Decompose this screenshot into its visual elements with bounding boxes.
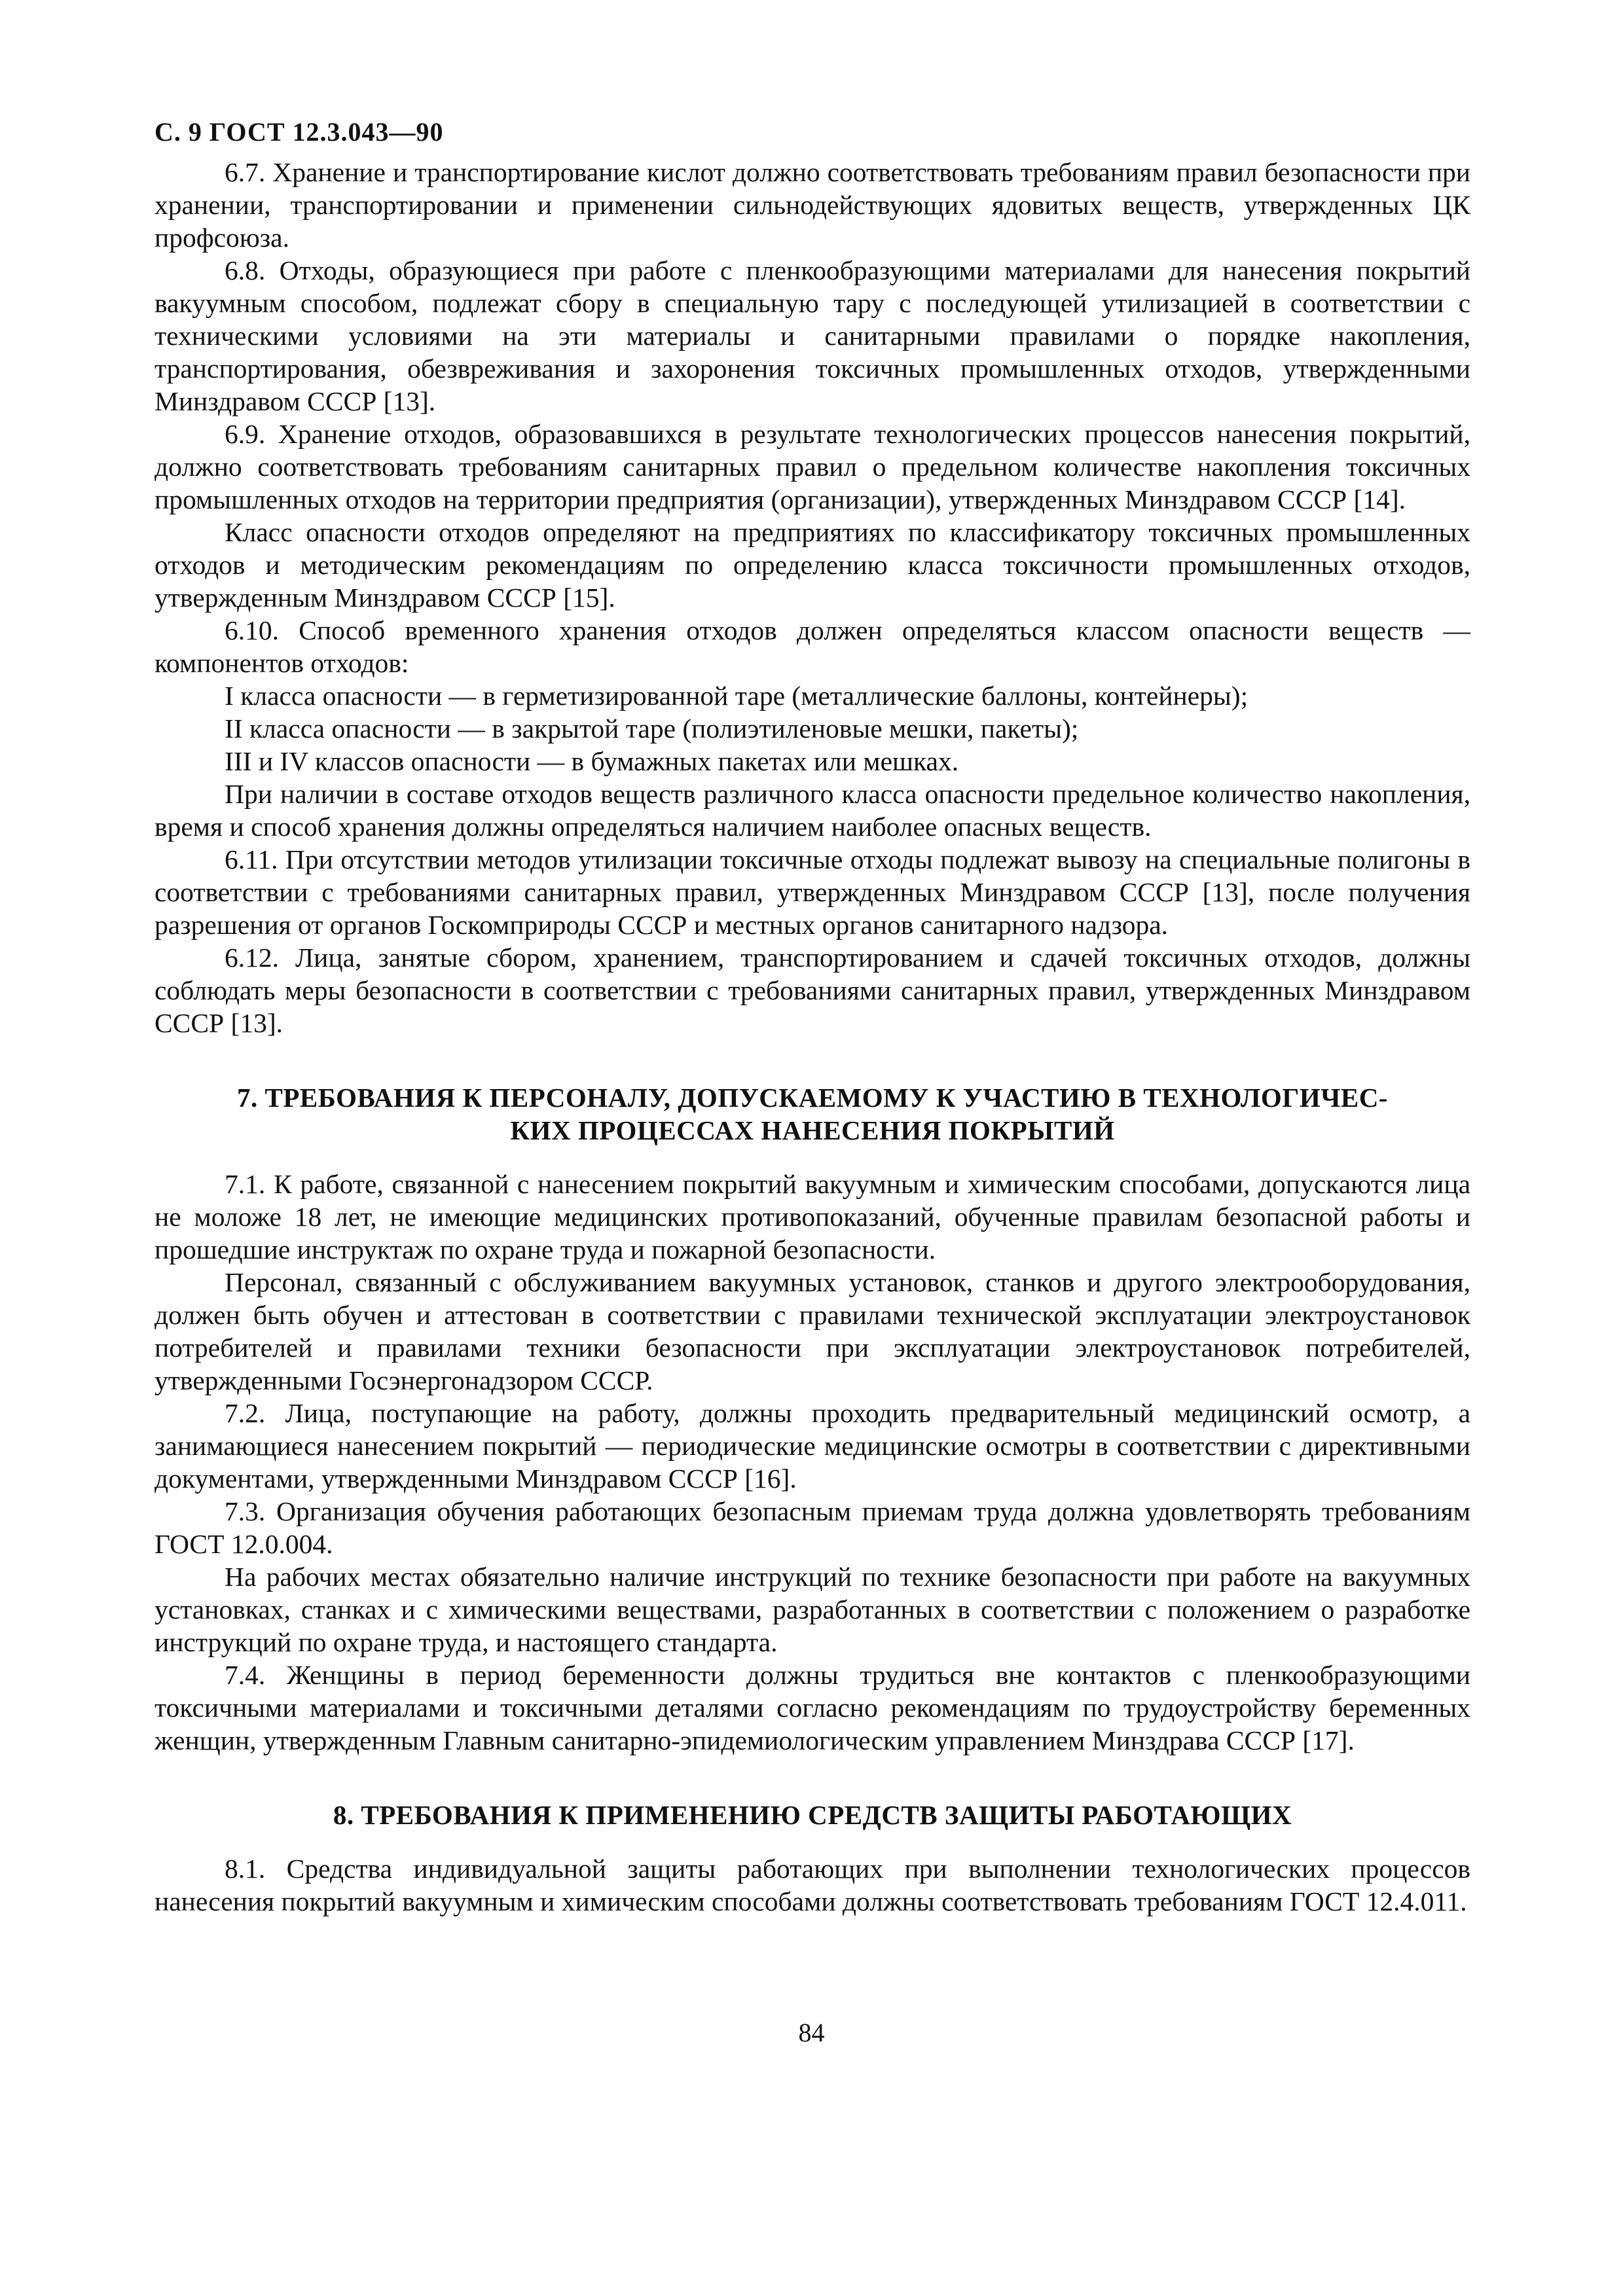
paragraph-6-9: 6.9. Хранение отходов, образовавшихся в результате технологических процессов нанесения покрытий, должно соответствовать требованиям санитарных правил о предельном количестве накопления токсичных промышленных отходов на территории предприятия (организации), утвержденных Минздравом СССР [14]. xyxy=(155,419,1470,514)
paragraph-6-7: 6.7. Хранение и транспортирование кислот должно соответствовать требованиям правил безопасности при хранении, транспортировании и применении сильнодействующих ядовитых веществ, утвержденных ЦК профсоюза. xyxy=(155,157,1470,253)
section-7-heading xyxy=(155,1081,1470,1147)
list-item-class-3-4: III и IV классов опасности — в бумажных пакетах или мешках. xyxy=(225,746,959,776)
paragraph-instructions: На рабочих местах обязательно наличие инструкций по технике безопасности при работе на вакуумных установках, станках и с химическими веществами, разработанных в соответствии с положением о разработке инструкций по охране труда, и настоящего стандарта. xyxy=(155,1562,1470,1657)
list-item-class-2: II класса опасности — в закрытой таре (полиэтиленовые мешки, пакеты); xyxy=(225,713,1079,744)
paragraph-hazard-class: Класс опасности отходов определяют на предприятиях по классификатору токсичных промышленных отходов и методическим рекомендациям по определению класса токсичности промышленных отходов, утвержденным Минздравом СССР [15]. xyxy=(155,517,1470,613)
paragraph-personnel: Персонал, связанный с обслуживанием вакуумных установок, станков и другого электрооборудования, должен быть обучен и аттестован в соответствии с правилами технической эксплуатации электроустановок потребителей и правилами техники безопасности при эксплуатации электроустановок потребителей, утвержденными Госэнергонадзором СССР. xyxy=(155,1267,1470,1395)
section-7-heading-line1: 7. ТРЕБОВАНИЯ К ПЕРСОНАЛУ, ДОПУСКАЕМОМУ К УЧАСТИЮ В ТЕХНОЛОГИЧЕС- xyxy=(237,1083,1388,1113)
list-item-class-1: I класса опасности — в герметизированной таре (металлические баллоны, контейнеры); xyxy=(225,681,1249,711)
paragraph-8-1: 8.1. Средства индивидуальной защиты работающих при выполнении технологических процессов нанесения покрытий вакуумным и химическим способами должны соответствовать требованиям ГОСТ 12.4.011. xyxy=(155,1854,1470,1916)
paragraph-7-1: 7.1. К работе, связанной с нанесением покрытий вакуумным и химическим способами, допускаются лица не моложе 18 лет, не имеющие медицинских противопоказаний, обученные правилам безопасной работы и прошедшие инструктаж по охране труда и пожарной безопасности. xyxy=(155,1169,1470,1265)
paragraph-6-8: 6.8. Отходы, образующиеся при работе с пленкообразующими материалами для нанесения покрытий вакуумным способом, подлежат сбору в специальную тару с последующей утилизацией в соответствии с техническими условиями на эти материалы и санитарными правилами о порядке накопления, транспортирования, обезвреживания и захоронения токсичных промышленных отходов, утвержденными Минздравом СССР [13]. xyxy=(155,255,1470,416)
paragraph-7-4: 7.4. Женщины в период беременности должны трудиться вне контактов с пленкообразующими токсичными материалами и токсичными деталями согласно рекомендациям по трудоустройству беременных женщин, утвержденным Главным санитарно-эпидемиологическим управлением Минздрава СССР [17]. xyxy=(155,1660,1470,1755)
paragraph-mixed-waste: При наличии в составе отходов веществ различного класса опасности предельное количество накопления, время и способ хранения должны определяться наличием наиболее опасных веществ. xyxy=(155,779,1470,842)
paragraph-7-3: 7.3. Организация обучения работающих безопасным приемам труда должна удовлетворять требованиям ГОСТ 12.0.004. xyxy=(155,1496,1470,1559)
paragraph-6-10: 6.10. Способ временного хранения отходов должен определяться классом опасности веществ — компонентов отходов: xyxy=(155,615,1470,678)
paragraph-7-2: 7.2. Лица, поступающие на работу, должны проходить предварительный медицинский осмотр, а занимающиеся нанесением покрытий — периодические медицинские осмотры в соответствии с директивными документами, утвержденными Минздравом СССР [16]. xyxy=(155,1398,1470,1494)
page-number: 84 xyxy=(798,2018,825,2047)
document-body xyxy=(155,156,1470,1918)
page-header: С. 9 ГОСТ 12.3.043—90 xyxy=(155,117,444,147)
paragraph-6-12: 6.12. Лица, занятые сбором, хранением, транспортированием и сдачей токсичных отходов, должны соблюдать меры безопасности в соответствии с требованиями санитарных правил, утвержденных Минздравом СССР [13]. xyxy=(155,942,1470,1038)
section-8-heading: 8. ТРЕБОВАНИЯ К ПРИМЕНЕНИЮ СРЕДСТВ ЗАЩИТЫ РАБОТАЮЩИХ xyxy=(333,1800,1292,1830)
paragraph-6-11: 6.11. При отсутствии методов утилизации токсичные отходы подлежат вывозу на специальные полигоны в соответствии с требованиями санитарных правил, утвержденных Минздравом СССР [13], после получения разрешения от органов Госкомприроды СССР и местных органов санитарного надзора. xyxy=(155,844,1470,940)
section-7-heading-line2: КИХ ПРОЦЕССАХ НАНЕСЕНИЯ ПОКРЫТИЙ xyxy=(510,1115,1115,1145)
